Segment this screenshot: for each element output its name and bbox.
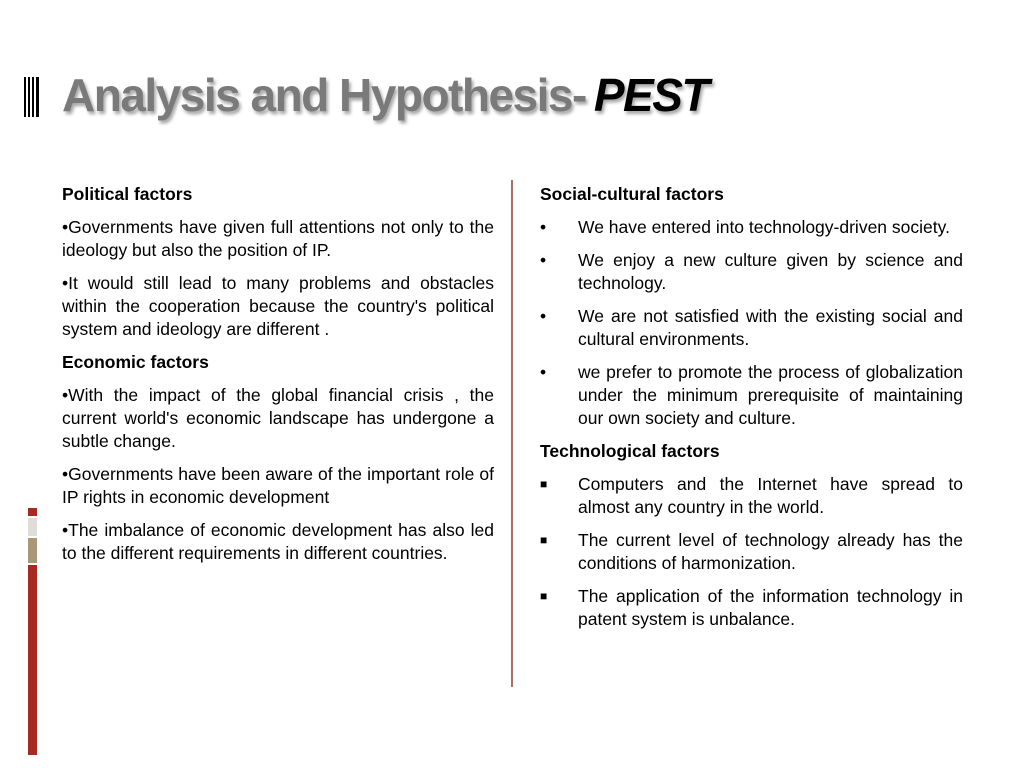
sidebar-accent-light — [28, 518, 37, 536]
bullet-icon: • — [540, 250, 547, 270]
bullet-icon: • — [540, 362, 547, 382]
sidebar-accent-red — [28, 565, 37, 755]
economic-heading: Economic factors — [62, 352, 209, 372]
political-heading: Political factors — [62, 184, 193, 204]
column-divider — [511, 180, 513, 687]
title-accent: PEST — [593, 69, 708, 121]
tech-item-text: The current level of technology already has the conditions of harmonization. — [578, 530, 963, 573]
tech-item — [540, 585, 963, 631]
title-main: Analysis and Hypothesis- — [62, 69, 586, 121]
tech-heading: Technological factors — [540, 441, 720, 461]
square-bullet-icon: ■ — [540, 477, 548, 491]
social-item — [540, 249, 963, 295]
right-column — [540, 183, 963, 641]
economic-item: •The imbalance of economic development has also led to the different requirements in different countries. — [62, 520, 494, 563]
economic-item: •Governments have been aware of the important role of IP rights in economic development — [62, 464, 494, 507]
political-item: •It would still lead to many problems and obstacles within the cooperation because the country's political system and ideology are different . — [62, 273, 494, 339]
bullet-icon: • — [540, 306, 547, 326]
social-item-text: We have entered into technology-driven society. — [578, 217, 950, 237]
bullet-icon: • — [540, 217, 547, 237]
political-item: •Governments have given full attentions not only to the ideology but also the position of IP. — [62, 217, 494, 260]
social-heading: Social-cultural factors — [540, 184, 724, 204]
tech-item — [540, 529, 963, 575]
sidebar-accent-tan — [28, 538, 37, 563]
tech-item — [540, 473, 963, 519]
square-bullet-icon: ■ — [540, 533, 548, 547]
slide-title — [62, 68, 708, 122]
title-decoration — [24, 77, 40, 117]
social-item — [540, 216, 963, 239]
social-item — [540, 305, 963, 351]
left-column — [62, 183, 494, 575]
social-item-text: We enjoy a new culture given by science and technology. — [578, 250, 963, 293]
tech-item-text: The application of the information technology in patent system is unbalance. — [578, 586, 963, 629]
economic-item: •With the impact of the global financial crisis , the current world's economic landscape has undergone a subtle change. — [62, 385, 494, 451]
tech-item-text: Computers and the Internet have spread to almost any country in the world. — [578, 474, 963, 517]
square-bullet-icon: ■ — [540, 589, 548, 603]
social-item — [540, 361, 963, 430]
social-item-text: We are not satisfied with the existing social and cultural environments. — [578, 306, 963, 349]
social-item-text: we prefer to promote the process of globalization under the minimum prerequisite of maintaining our own society and culture. — [578, 362, 963, 428]
sidebar-accent-red-top — [28, 508, 37, 516]
